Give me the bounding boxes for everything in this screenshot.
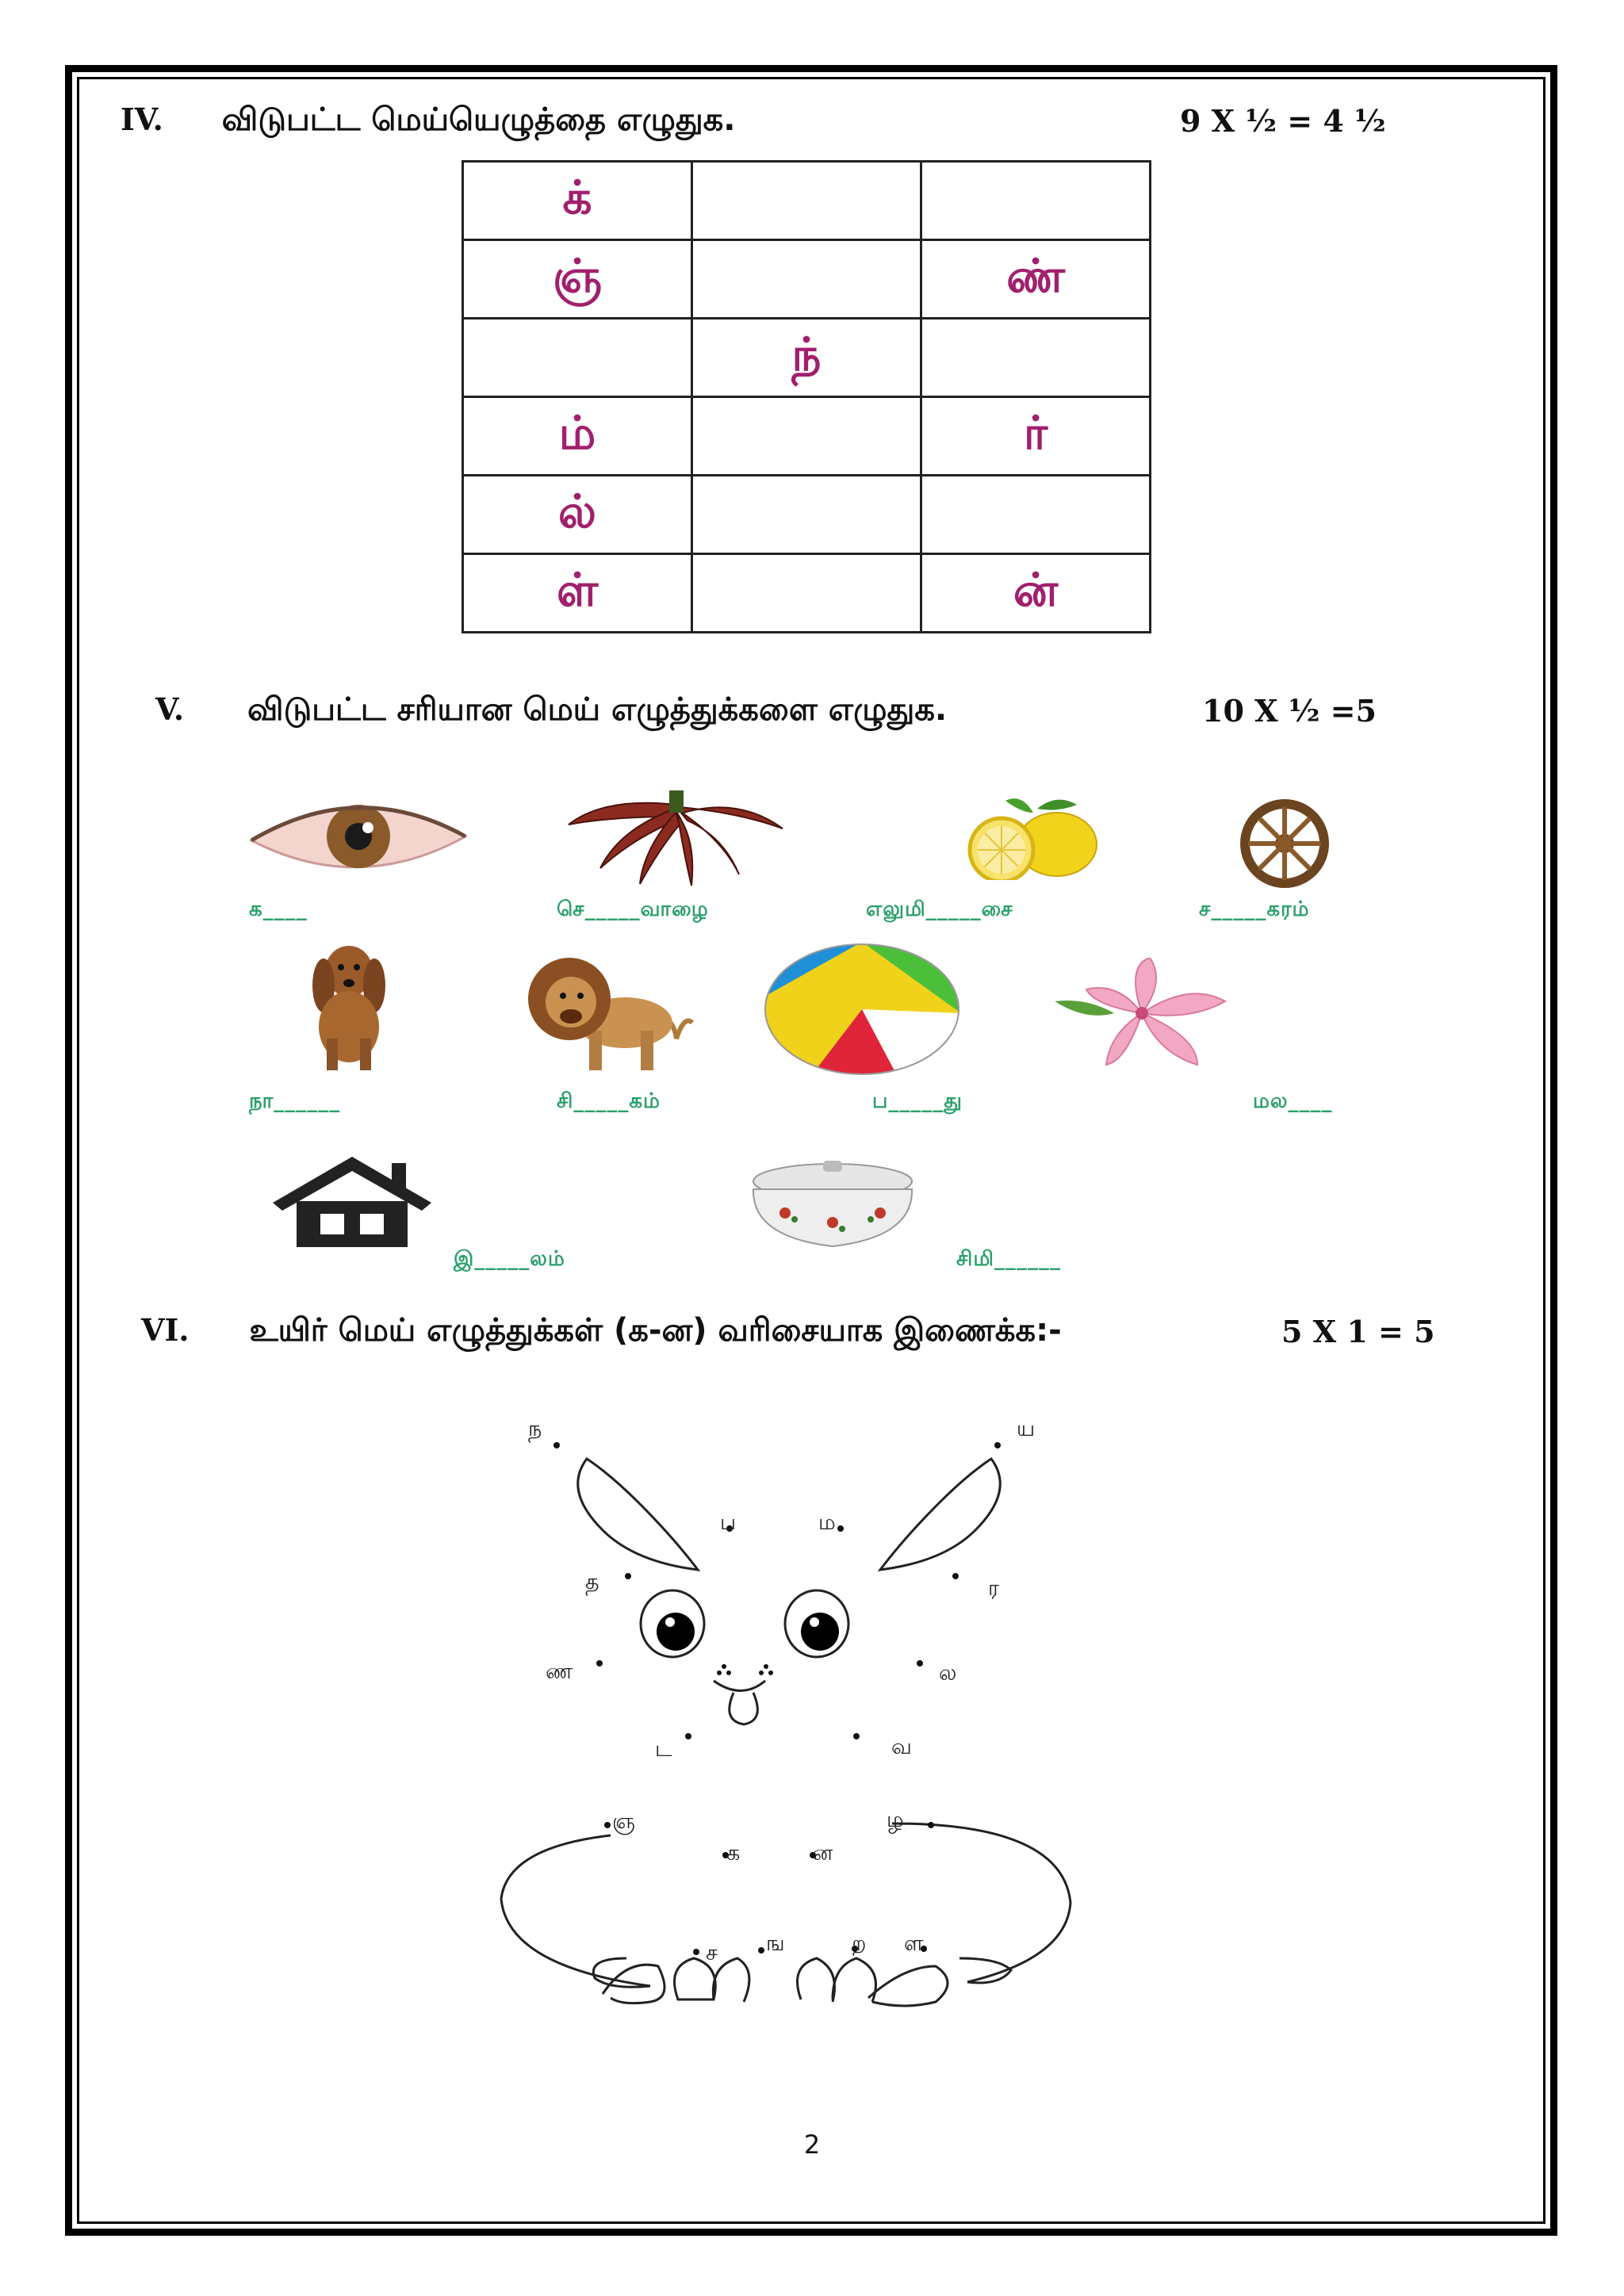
- grid-cell: ர்: [921, 397, 1151, 476]
- grid-row: [463, 554, 1151, 633]
- ball-picture: [763, 942, 961, 1077]
- section-4-instruction: விடுபட்ட மெய்யெழுத்தை எழுதுக.: [221, 101, 736, 138]
- pot-picture: [737, 1158, 928, 1257]
- grid-cell: ஞ்: [463, 240, 692, 319]
- grid-row: [463, 397, 1151, 476]
- dot-letter: ந: [528, 1417, 542, 1441]
- section-5-marks: 10 X ½ =5: [1202, 693, 1377, 729]
- grid-row: [463, 476, 1151, 554]
- dot-letter: ம: [818, 1510, 836, 1535]
- grid-cell: க்: [463, 162, 692, 240]
- dot-letter: ள: [904, 1931, 924, 1956]
- page-number: 2: [803, 2130, 821, 2160]
- grid-cell-blank[interactable]: [921, 319, 1151, 397]
- word-blank: ப_____து: [872, 1089, 963, 1113]
- dot-letter: வ: [891, 1735, 912, 1759]
- eye-picture: [247, 793, 469, 880]
- section-5-instruction: விடுபட்ட சரியான மெய் எழுத்துக்களை எழுதுக.: [247, 691, 948, 728]
- word-blank: எலுமி_____சை: [866, 897, 1013, 921]
- grid-cell-blank[interactable]: [921, 162, 1151, 240]
- grid-cell-blank[interactable]: [692, 554, 921, 633]
- grid-cell: ல்: [463, 476, 692, 554]
- grid-cell-blank[interactable]: [463, 319, 692, 397]
- wheel-picture: [1213, 799, 1356, 888]
- grid-row: [463, 319, 1151, 397]
- house-picture: [273, 1154, 431, 1247]
- section-4-header: [121, 101, 735, 142]
- word-blank: நா______: [249, 1089, 341, 1113]
- dot-letter: ப: [720, 1510, 737, 1535]
- section-5-header: [155, 691, 947, 732]
- section-6-number: VI.: [141, 1312, 190, 1348]
- dot-letter: ண: [546, 1659, 573, 1684]
- dot-letter: க: [726, 1841, 741, 1866]
- word-blank: சிமி______: [956, 1247, 1061, 1271]
- dot-letter: த: [585, 1570, 599, 1594]
- grid-cell: ன்: [921, 554, 1151, 633]
- grid-cell-blank[interactable]: [692, 397, 921, 476]
- grid-cell-blank[interactable]: [692, 240, 921, 319]
- word-blank: மல____: [1253, 1089, 1333, 1113]
- flower-picture: [1039, 958, 1237, 1069]
- word-blank: ச_____கரம்: [1199, 897, 1310, 921]
- grid-cell-blank[interactable]: [921, 476, 1151, 554]
- grid-cell: ள்: [463, 554, 692, 633]
- grid-cell: ண்: [921, 240, 1151, 319]
- grid-cell-blank[interactable]: [692, 162, 921, 240]
- lemons-picture: [958, 793, 1101, 880]
- consonant-grid: [462, 160, 1151, 633]
- dot-letter: ச: [706, 1941, 718, 1965]
- section-6-instruction: உயிர் மெய் எழுத்துக்கள் (க-ன) வரிசையாக இணைக்க:-: [249, 1312, 1062, 1349]
- section-6-header: [141, 1312, 1062, 1353]
- dot-letter: ழ: [887, 1808, 904, 1832]
- lion-picture: [514, 943, 696, 1074]
- section-4-marks: 9 X ½ = 4 ½: [1180, 103, 1386, 139]
- dot-letter: ஞ: [612, 1809, 636, 1834]
- grid-row: [463, 240, 1151, 319]
- grid-row: [463, 162, 1151, 240]
- section-5-number: V.: [155, 691, 185, 727]
- dot-letter: ன: [812, 1841, 833, 1866]
- grid-cell-blank[interactable]: [692, 476, 921, 554]
- section-4-number: IV.: [121, 101, 163, 137]
- grid-cell: ந்: [692, 319, 921, 397]
- dot-letter: ல: [939, 1661, 957, 1686]
- grid-cell: ம்: [463, 397, 692, 476]
- word-blank: சி_____கம்: [557, 1089, 661, 1113]
- dog-picture: [285, 939, 412, 1074]
- word-blank: இ_____லம்: [454, 1247, 565, 1271]
- dot-letter: ய: [1017, 1417, 1036, 1441]
- bananas-picture: [557, 781, 795, 892]
- word-blank: செ_____வாழை: [557, 897, 709, 921]
- dot-letter: ர: [988, 1576, 999, 1601]
- rabbit-dot-puzzle: [492, 1411, 1078, 2014]
- dot-letter: ட: [655, 1737, 672, 1762]
- section-6-marks: 5 X 1 = 5: [1281, 1314, 1435, 1349]
- word-blank: க____: [249, 897, 308, 921]
- dot-letter: ற: [852, 1931, 867, 1956]
- dot-letter: ங: [766, 1931, 785, 1956]
